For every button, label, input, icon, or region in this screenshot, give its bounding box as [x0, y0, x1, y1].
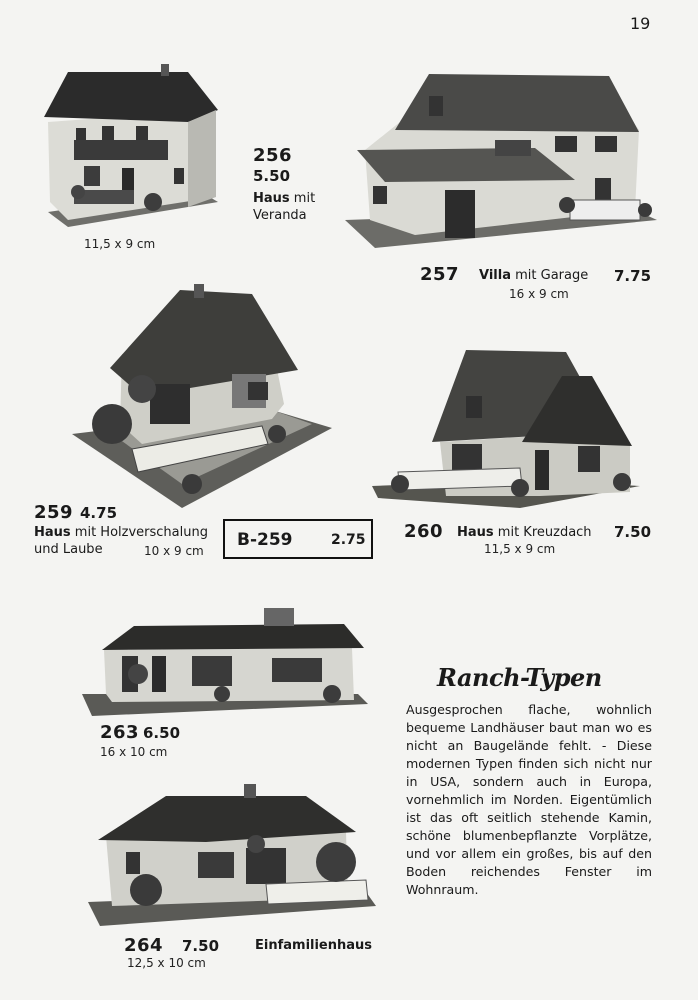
ranch-description: Ausgesprochen flache, wohnlich bequeme Landhäuser baut man wo es nicht an Baugelände fehlt. - Diese modernen Typen finden sich nicht nur in USA, sondern auch in Europa, vornehmlich im Norden. Eigentümlich ist das oft seitlich stehende Kamin, schöne blumenbepflanzte Vorplätze, und vor allem ein großes, bis auf den Boden reichendes Fenster im Wohnraum.: [406, 702, 652, 897]
item-263-number: 263: [100, 722, 140, 743]
item-256-name-line2: Veranda: [253, 208, 307, 223]
item-256-price: 5.50: [253, 167, 291, 185]
item-264-name: Einfamilienhaus: [255, 938, 373, 953]
house-263-illustration: [82, 604, 368, 720]
item-260-price: 7.50: [614, 523, 652, 541]
item-256-name-rest: mit: [289, 191, 316, 206]
item-264-size: 12,5 x 10 cm: [127, 956, 206, 970]
item-256-number: 256: [253, 145, 293, 166]
item-259-size: 10 x 9 cm: [144, 544, 204, 558]
item-260-number: 260: [404, 521, 444, 542]
b259-price-box: [223, 519, 373, 559]
item-263-size: 16 x 10 cm: [100, 745, 168, 759]
item-259-name-rest: mit Holzverschalung: [70, 525, 208, 540]
item-257-size: 16 x 9 cm: [509, 287, 569, 301]
item-256-name: Haus: [253, 191, 290, 206]
item-257-name-rest: mit Garage: [510, 268, 589, 283]
item-257-name: Villa: [479, 268, 511, 283]
item-260-caption: [457, 524, 592, 541]
item-257-number: 257: [420, 264, 460, 285]
house-260-illustration: [370, 346, 642, 512]
item-264-caption: [255, 937, 372, 954]
item-257-price: 7.75: [614, 267, 652, 285]
item-259-number: 259: [34, 502, 74, 523]
item-259-name: Haus: [34, 525, 71, 540]
item-260-name: Haus: [457, 525, 494, 540]
item-263-price: 6.50: [143, 724, 181, 742]
item-256-size: 11,5 x 9 cm: [84, 237, 156, 251]
item-260-name-rest: mit Kreuzdach: [493, 525, 592, 540]
house-264-illustration: [86, 782, 378, 928]
page-number: 19: [630, 14, 651, 33]
house-257-illustration: [345, 70, 657, 250]
item-259-price: 4.75: [80, 504, 118, 522]
item-259-name-line2: und Laube: [34, 542, 103, 557]
b259-price: 2.75: [331, 532, 366, 548]
ranch-heading: Ranch-Typen: [437, 663, 602, 692]
house-259-illustration: [72, 284, 334, 510]
item-260-size: 11,5 x 9 cm: [484, 542, 556, 556]
item-256-caption: [253, 190, 315, 224]
b259-code: B-259: [237, 530, 293, 550]
item-264-number: 264: [124, 935, 164, 956]
item-264-price: 7.50: [182, 937, 220, 955]
item-257-caption: [479, 267, 588, 284]
house-256-illustration: [38, 62, 224, 228]
